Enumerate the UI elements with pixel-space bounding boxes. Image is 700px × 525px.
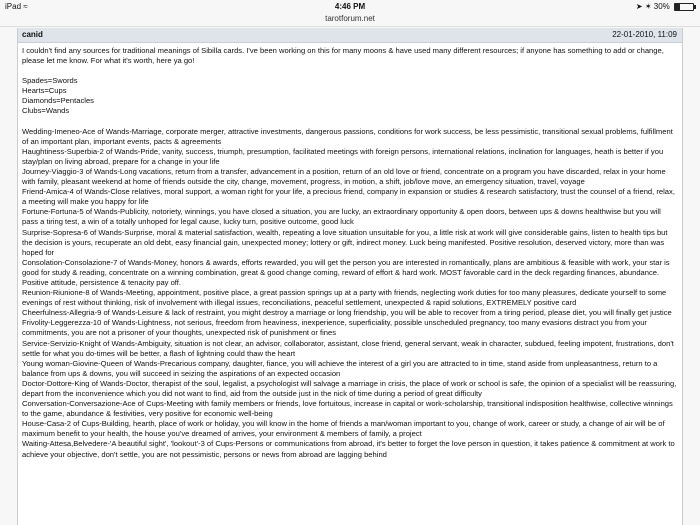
card-entry: Reunion-Riunione-8 of Wands-Meeting, appointment, positive place, a great passion springs up at a party with friends, neglecting work duties for too many pleasures, dedicate yourself to some evenings of rest without thinking, risk of involvement with illegal issues, reconciliations, peaceful settlement, unexpected & rapid solutions, EXTREMELY positive card <box>22 288 667 308</box>
clock: 4:46 PM <box>334 2 366 11</box>
suit-key-line: Diamonds=Pentacles <box>22 96 94 106</box>
device-name: iPad <box>5 2 22 11</box>
post-author[interactable]: canid <box>22 30 43 39</box>
card-entry: Service-Servizio-Knight of Wands-Ambiguity, situation is not clear, an advisor, collaborator, assistant, close friend, general servant, weak in character, subdued, feeling impotent, frustrations, don't settle for what you do-times will be better, a flash of lightning could thaw the heart <box>22 338 674 358</box>
card-entry: Cheerfulness-Allegria-9 of Wands-Leisure & lack of restraint, you might destroy a marriage or long friendship, you will be able to recover from a tiring period, please diet, you will finally get justice <box>22 308 672 318</box>
card-entry: House-Casa-2 of Cups-Building, hearth, place of work or holiday, you will know in the home of friends a man/woman important to you, change of work, career or study, a change of air will be of maximum benefit to your health, the house you've dreamed of arrives, your environment & members of family, a project <box>22 419 665 439</box>
post-intro: I couldn't find any sources for traditional meanings of Sibilla cards. I've been working on this for many moons & have used many different resources; if anyone has something to add or change, please let me know. For what it's worth, here ya go! <box>22 46 664 66</box>
suit-key-line: Spades=Swords <box>22 76 78 86</box>
card-entry: Doctor-Dottore-King of Wands-Doctor, therapist of the soul, legalist, a psychologist will salvage a marriage in crisis, the place of work or school is safe, the opinion of a specialist will be reassuring, depart from the inconvenience which you did not want to find, aid from the outside just in the nick of time during a period of great difficulty <box>22 378 677 398</box>
spacer <box>22 66 678 76</box>
location-icon: ➤ <box>635 2 643 11</box>
suit-key-line: Clubs=Wands <box>22 106 70 116</box>
card-entry: Waiting-Attesa,Belvedere-'A beautiful sight', 'lookout'-3 of Cups-Persons or communications from abroad, it's better to forget the love person in question, it takes patience & commitment at work to achieve your objective, don't settle, you are not pessimistic, persons or news from abroad are lagging behind <box>22 439 675 459</box>
battery-fill <box>675 4 680 10</box>
post-date: 22-01-2010, 11:09 <box>612 30 677 39</box>
card-entry: Young woman-Giovine-Queen of Wands-Precarious company, daughter, fiance, you will achieve the interest of a girl you are attracted to in time, stand aside from unpleasantness, return to a balance from ups & downs, you will succeed in seizing the aspirations of an expected occasion <box>22 358 658 378</box>
card-entry: Frivolity-Leggerezza-10 of Wands-Lightness, not serious, freedom from heaviness, inexperience, superficiality, possible unscheduled pregnancy, too many evasions distract you from your commitments, you are not a prisoner of your thoughts, unexpected risk of punishment or fines <box>22 318 647 338</box>
card-entry: Friend-Amica-4 of Wands-Close relatives, moral support, a woman right for your life, a precious friend, company in expansion or studies & research satisfactory, trust the counsel of a friend, relax, a meeting will make you happy for life <box>22 187 675 207</box>
card-entry: Journey-Viaggio-3 of Wands-Long vacations, return from a transfer, advancement in a position, return of an old love or friend, concentrate on a program you have discarded, relax in your home with family, pleasant weekend at home of friends outside the city, change, movement, progress, in motion, a shift, job/love move, an emergency situation, travel, voyage <box>22 166 666 187</box>
forum-post <box>17 28 683 525</box>
bluetooth-icon: ✶ <box>644 2 652 11</box>
status-bar <box>0 0 700 13</box>
battery-icon <box>674 3 694 11</box>
post-header <box>18 28 682 43</box>
card-entry: Wedding-Imeneo-Ace of Wands-Marriage, corporate merger, attractive investments, dangerous passions, conditions for work success, be less pessimistic, transitional sexual problems, fulfillment of an important plan, important events, pacts & agreements <box>22 126 673 146</box>
spacer <box>22 117 678 127</box>
status-right <box>636 0 694 13</box>
post-body <box>18 43 682 460</box>
suit-key-line: Hearts=Cups <box>22 86 67 96</box>
battery-percent: 30% <box>653 2 670 11</box>
wifi-icon: ≈ <box>23 2 28 11</box>
card-entry: Fortune-Fortuna-5 of Wands-Publicity, notoriety, winnings, you have closed a situation, you are lucky, an extraordinary opportunity & open doors, between ups & downs healthwise but you will pass a tiring test, a win of a totally unhoped for legal cause, lucky turn, positive outcome, good luck <box>22 207 661 227</box>
card-entry: Haughtiness-Superbia-2 of Wands-Pride, vanity, success, triumph, presumption, facilitated meetings with foreign persons, international relations, inclination for languages, heath is better if you stay/plan on living abroad, prepare for a change in your life <box>22 146 664 166</box>
card-entry: Surprise-Sopresa-6 of Wands-Surprise, moral & material satisfaction, wealth, repeating a love situation unsuitable for you, a little risk at work will give considerable gains, listen to health tips but the decision is yours, recuperate an old debt, easy financial gain, unexpected money; lottery or gift, indirect money. Luck being manifested. Positive resolution, deserved victory, more than was hoped for <box>22 227 668 257</box>
card-entry: Consolation-Consolazione-7 of Wands-Money, honors & awards, efforts rewarded, you will get the person you are interested in romantically, plans are ambitious & feasible with work, your star is good for study & reading, concentrate on a winning combination, great & good change coming, reward of effort & hard work. MOST favorable card in the deck regarding finances, abundance. Positive attitude, persistence & tenacity pay off. <box>22 257 670 287</box>
card-entry: Conversation-Conversazione-Ace of Cups-Meeting with family members or friends, love fortuitous, increase in capital or work-scholarship, transitional indisposition healthwise, collective winnings to the game, abundance & festivities, very positive for economic well-being <box>22 399 673 419</box>
address-bar[interactable] <box>0 13 700 27</box>
url-text[interactable]: tarotforum.net <box>325 14 375 23</box>
